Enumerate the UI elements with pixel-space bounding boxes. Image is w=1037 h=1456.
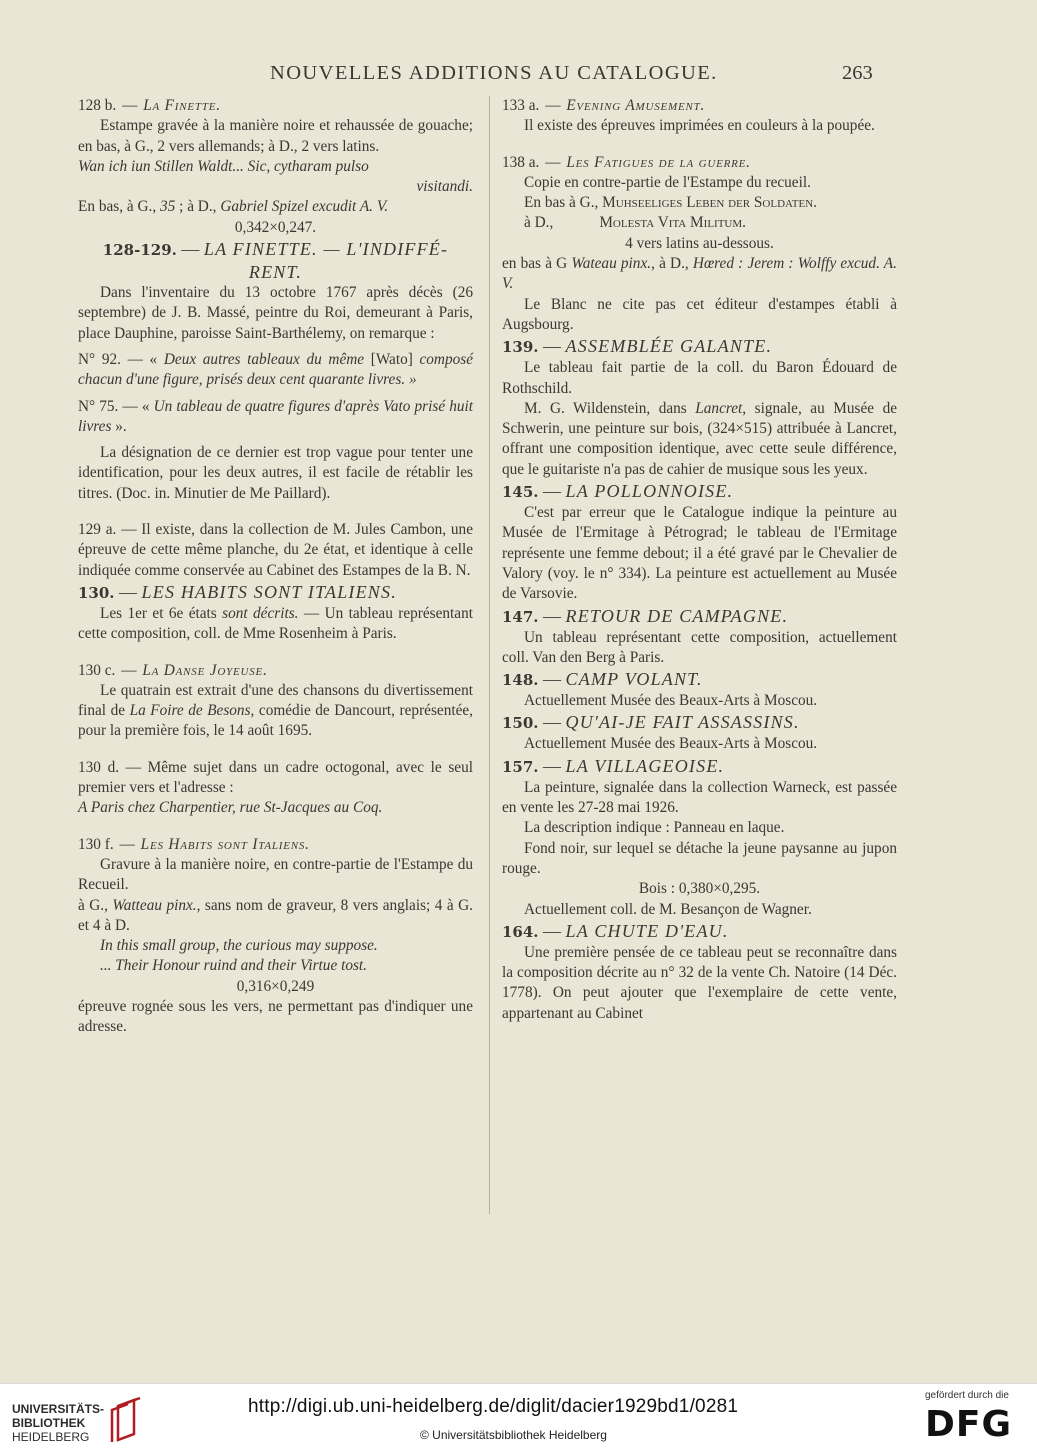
text: à D.,: [524, 214, 554, 232]
paragraph: Un tableau représentant cette composition, actuellement coll. Van den Berg à Paris.: [502, 628, 897, 666]
text: En bas à G.,: [524, 194, 603, 212]
dash: —: [121, 521, 137, 539]
entry-130c: [78, 661, 473, 742]
text: , comédie de Dancourt, représentée, pour la première fois, le 14 août 1695.: [78, 702, 473, 740]
paragraph: Actuellement Musée des Beaux-Arts à Moscou.: [524, 735, 818, 753]
paragraph: Gravure à la manière noire, en contre-partie de l'Estampe du Recueil.: [78, 855, 473, 894]
verse-line: In this small group, the curious may suppose.: [100, 937, 378, 955]
running-header: [0, 62, 1037, 88]
text: Lancret: [695, 399, 743, 417]
dash: —: [543, 755, 562, 776]
text: Molesta Vita Militum.: [599, 214, 746, 232]
text: Muhseeliges Leben der Soldaten.: [602, 194, 817, 212]
text: M. G. Wildenstein, dans: [524, 399, 696, 417]
entry-157: [502, 755, 897, 920]
text: ; à D.,: [175, 198, 221, 216]
entry-number: 130.: [78, 583, 115, 602]
text: , à D.,: [651, 255, 693, 273]
entry-138a: [502, 153, 897, 336]
paragraph: Le tableau fait partie de la coll. du Baron Édouard de Rothschild.: [502, 359, 897, 397]
text: Un tableau de quatre figures d'après Vato prisé huit livres: [78, 397, 474, 435]
entry-title: RENT.: [248, 262, 303, 283]
entry-number: 129 a.: [78, 521, 117, 539]
entry-number: 130 d.: [78, 758, 120, 776]
paragraph: La description indique : Panneau en laque.: [524, 819, 785, 837]
address: A Paris chez Charpentier, rue St-Jacques au Coq.: [78, 799, 383, 817]
text: , sans nom de graveur, 8 vers anglais; 4 à G. et 4 à D.: [78, 896, 473, 934]
left-column: [78, 96, 473, 1038]
dash: —: [121, 661, 137, 679]
entry-title: La Danse Joyeuse.: [142, 661, 268, 679]
entry-128-129: [78, 238, 473, 504]
entry-title: Les Habits sont Italiens.: [140, 835, 310, 853]
funding-note: gefördert durch die: [925, 1390, 1009, 1401]
paragraph: Une première pensée de ce tableau peut se reconnaître dans la composition décrite au n° 32 de la vente Ch. Natoire (14 Déc. 1778). On peut ajouter que l'exemplaire de cette vente, appartenant au Cabinet: [502, 943, 897, 1022]
paragraph: Actuellement Musée des Beaux-Arts à Moscou.: [524, 692, 818, 710]
right-column: [502, 96, 897, 1024]
paragraph: Il existe des épreuves imprimées en couleurs à la poupée.: [524, 117, 875, 135]
entry-title: RETOUR DE CAMPAGNE.: [565, 605, 789, 626]
dash: —: [545, 97, 561, 114]
entry-133a: [502, 96, 897, 137]
entry-164: [502, 920, 897, 1024]
entry-title: LA FINETTE. — L'INDIFFÉ-: [203, 239, 449, 260]
text: ».: [111, 417, 127, 435]
entry-number: 130 f.: [78, 835, 114, 853]
text: [Wato]: [364, 350, 420, 368]
text-line: Copie en contre-partie de l'Estampe du recueil.: [524, 173, 811, 191]
library-logo-icon: [104, 1396, 146, 1444]
text: En bas, à G.,: [78, 198, 160, 216]
text: Hœred : Jerem : Wolffy excud. A. V.: [502, 255, 897, 293]
entry-title: LES HABITS SONT ITALIENS.: [141, 581, 397, 602]
dimensions: Bois : 0,380×0,295.: [638, 880, 761, 898]
paragraph: C'est par erreur que le Catalogue indique la peinture au Musée de l'Ermitage à Pétrograd; le tableau de l'Ermitage représente une femme debout; il a été gravé par le Chevalier de Valory (voy. le n° 334). La peinture est actuellement au Musée de Varsovie.: [502, 504, 897, 603]
dimensions: 0,316×0,249: [236, 977, 315, 995]
entry-148: [502, 668, 897, 711]
paragraph: Dans l'inventaire du 13 octobre 1767 après décès (26 septembre) de J. B. Massé, peintre du Roi, demeurant à Paris, place Dauphine, paroisse Saint-Barthélemy, on remarque :: [78, 284, 473, 342]
text: Wateau pinx.: [571, 255, 652, 273]
text: composé chacun d'une figure, prisés deux cent quarante livres. »: [78, 350, 474, 389]
dash: —: [543, 336, 562, 357]
text: Le quatrain est extrait d'une des chansons du divertissement final de: [78, 681, 473, 720]
dash: —: [543, 481, 562, 502]
dash: —: [543, 712, 562, 733]
text: , signale, au Musée de Schwerin, une peinture sur bois, (324×515) attribuée à Lancret, offrant une composition identique, avec cette seule différence, que le guitariste n'a pas de cahier de musique sous les yeux.: [502, 399, 898, 478]
entry-150: [502, 711, 897, 754]
entry-title: LA VILLAGEOISE.: [565, 755, 725, 776]
verse-line: visitandi.: [416, 178, 473, 196]
library-name-line: UNIVERSITÄTS-: [12, 1402, 105, 1416]
dimensions: 0,342×0,247.: [234, 218, 317, 236]
library-name-line: HEIDELBERG: [12, 1430, 90, 1444]
text: Deux autres tableaux du même: [163, 350, 365, 368]
paragraph: Même sujet dans un cadre octogonal, avec le seul premier vers et l'adresse :: [78, 758, 473, 797]
entry-130d: [78, 758, 473, 819]
entry-number: 139.: [502, 338, 539, 357]
text: La Foire de Besons: [129, 702, 251, 720]
entry-number: 128 b.: [78, 97, 117, 114]
entry-title: Evening Amusement.: [566, 97, 706, 114]
verse-line: Wan ich iun Stillen Waldt... Sic, cytharam pulso: [78, 157, 369, 175]
entry-number: 147.: [502, 607, 539, 626]
dash: —: [119, 581, 138, 602]
text: Les 1er et 6e états: [100, 604, 223, 622]
entry-title: QU'AI-JE FAIT ASSASSINS.: [565, 712, 800, 733]
text: sont décrits.: [222, 604, 299, 622]
dfg-logo: DFG: [925, 1404, 1013, 1445]
paragraph: Le Blanc ne cite pas cet éditeur d'estampes établi à Augsbourg.: [502, 295, 897, 333]
entry-number: 145.: [502, 483, 539, 502]
entry-number: 150.: [502, 714, 539, 733]
text: — Un tableau représentant cette composition, coll. de Mme Rosenheim à Paris.: [78, 604, 473, 643]
entry-number: 138 a.: [502, 153, 540, 171]
dash: —: [122, 97, 138, 114]
dash: —: [181, 239, 200, 260]
entry-number: 164.: [502, 922, 539, 941]
library-name: [12, 1402, 104, 1444]
text: N° 75. — «: [78, 397, 154, 415]
entry-title: La Finette.: [143, 97, 221, 114]
paragraph: La peinture, signalée dans la collection Warneck, est passée en vente les 27-28 mai 1926.: [502, 778, 897, 817]
paragraph: Fond noir, sur lequel se détache la jeune paysanne au jupon rouge.: [502, 839, 897, 877]
dash: —: [543, 669, 562, 690]
entry-128b: [78, 96, 473, 238]
verse-line: ... Their Honour ruind and their Virtue tost.: [100, 957, 367, 975]
entry-130: [78, 581, 473, 645]
entry-title: Les Fatigues de la guerre.: [566, 153, 751, 171]
viewer-footer: [0, 1383, 1037, 1456]
entry-number: 148.: [502, 671, 539, 690]
text: en bas à G: [502, 255, 572, 273]
entry-title: ASSEMBLÉE GALANTE.: [565, 336, 773, 357]
entry-129a: [78, 520, 473, 581]
paragraph: Il existe, dans la collection de M. Jules Cambon, une épreuve de cette même planche, du 2e état, et identique à celle indiquée comme conservée au Cabinet des Estampes de la B. N.: [78, 521, 473, 579]
paragraph: Actuellement coll. de M. Besançon de Wagner.: [524, 900, 812, 918]
entry-139: [502, 335, 897, 480]
entry-title: LA POLLONNOISE.: [565, 481, 734, 502]
entry-title: LA CHUTE D'EAU.: [565, 920, 729, 941]
text: N° 92. — «: [78, 350, 164, 368]
text: Watteau pinx.: [112, 896, 197, 914]
column-divider: [489, 96, 490, 1214]
permalink-url[interactable]: http://digi.ub.uni-heidelberg.de/diglit/dacier1929bd1/0281: [248, 1396, 739, 1417]
dash: —: [545, 153, 561, 171]
entry-number: 133 a.: [502, 97, 540, 114]
entry-title: CAMP VOLANT.: [565, 669, 703, 690]
dash: —: [543, 605, 562, 626]
paragraph: La désignation de ce dernier est trop vague pour tenter une identification, pour les deux autres, il est facile de rétablir les titres. (Doc. in. Minutier de Me Paillard).: [78, 444, 473, 502]
entry-number: 157.: [502, 757, 539, 776]
paragraph: Estampe gravée à la manière noire et rehaussée de gouache; en bas, à G., 2 vers allemands; à D., 2 vers latins.: [78, 117, 473, 155]
library-name-line: BIBLIOTHEK: [12, 1416, 86, 1430]
entry-number: 128-129.: [102, 241, 177, 260]
entry-147: [502, 605, 897, 669]
entry-number: 130 c.: [78, 661, 116, 679]
page-number: 263: [842, 62, 873, 84]
paragraph: épreuve rognée sous les vers, ne permettant pas d'indiquer une adresse.: [78, 997, 473, 1036]
entry-130f: [78, 835, 473, 1038]
text: à G.,: [78, 896, 113, 914]
text-line: 4 vers latins au-dessous.: [625, 234, 774, 252]
text: Gabriel Spizel excudit A. V.: [220, 198, 389, 216]
dash: —: [125, 758, 141, 776]
copyright-notice: © Universitätsbibliothek Heidelberg: [420, 1428, 607, 1442]
dash: —: [119, 835, 135, 853]
entry-145: [502, 480, 897, 604]
running-title: NOUVELLES ADDITIONS AU CATALOGUE.: [270, 62, 718, 84]
text: 35: [160, 198, 176, 216]
dash: —: [543, 920, 562, 941]
